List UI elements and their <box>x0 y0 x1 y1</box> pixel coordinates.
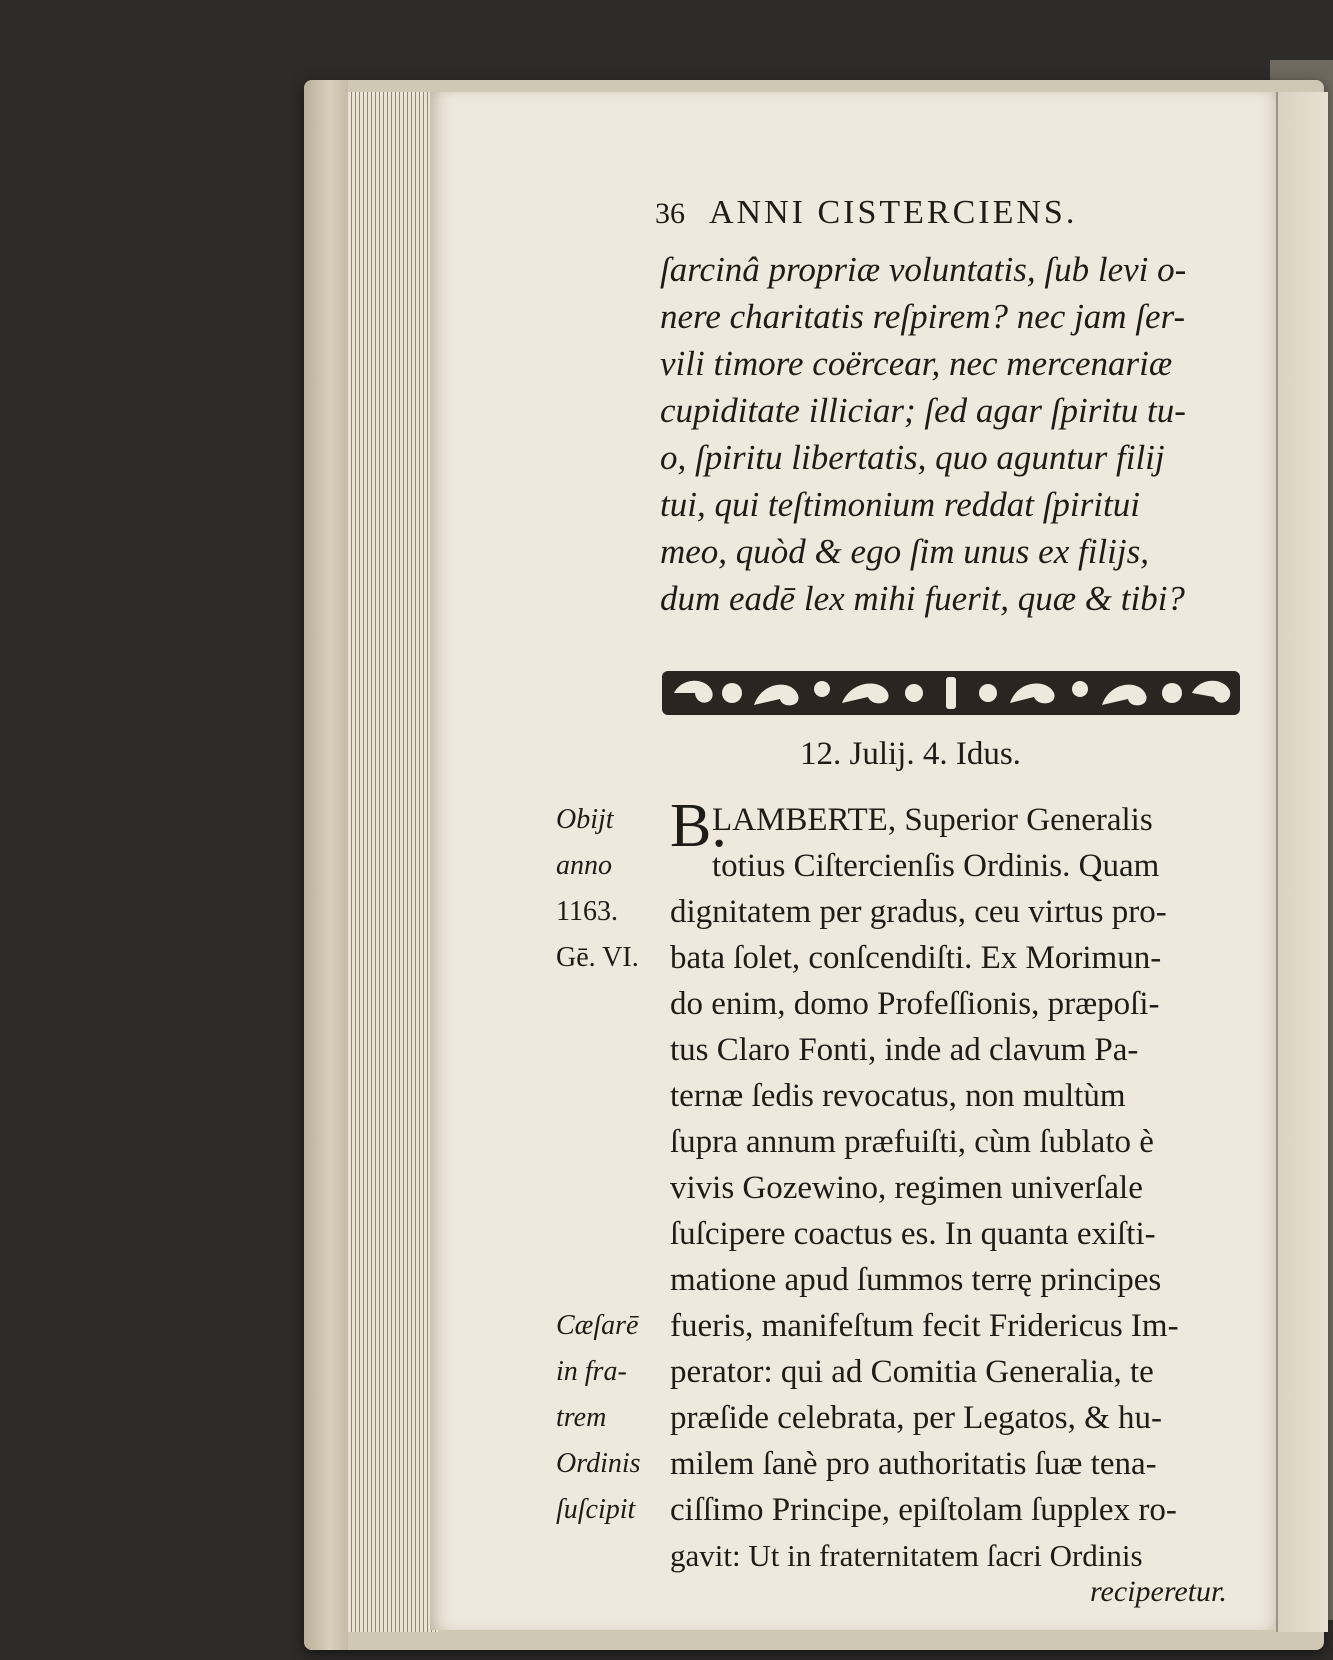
italic-line: ſarcinâ propriæ voluntatis, ſub levi o- <box>660 250 1187 289</box>
body-line: LAMBERTE, Superior Generalis <box>712 802 1153 838</box>
margin-note-line: trem <box>556 1402 607 1433</box>
italic-line: tui, qui teſtimonium reddat ſpiritui <box>660 485 1140 524</box>
body-line: præſide celebrata, per Legatos, & hu- <box>670 1400 1163 1436</box>
italic-line: nere charitatis reſpirem? nec jam ſer- <box>660 297 1186 336</box>
italic-line: o, ſpiritu libertatis, quo aguntur filij <box>660 438 1165 477</box>
body-line: tus Claro Fonti, inde ad clavum Pa- <box>670 1032 1139 1068</box>
date-heading: 12. Julij. 4. Idus. <box>800 736 1021 772</box>
ornamental-band <box>662 667 1240 719</box>
margin-note-line: Gē. VI. <box>556 942 639 973</box>
page-edges <box>348 92 438 1632</box>
body-line: ciſſimo Principe, epiſtolam ſupplex ro- <box>670 1492 1177 1528</box>
catchword: reciperetur. <box>1090 1575 1227 1608</box>
margin-note-line: 1163. <box>556 896 618 927</box>
drop-cap: B. <box>670 792 727 860</box>
margin-note-line: in fra- <box>556 1356 627 1387</box>
body-line: dignitatem per gradus, ceu virtus pro- <box>670 894 1167 930</box>
margin-note-line: Ordinis <box>556 1448 641 1479</box>
body-line: ſuſcipere coactus es. In quanta exiſti- <box>670 1216 1156 1252</box>
body-line: totius Ciſtercienſis Ordinis. Quam <box>712 848 1160 884</box>
body-line: ſupra annum præfuiſti, cùm ſublato è <box>670 1124 1154 1160</box>
margin-note-line: Obijt <box>556 804 614 835</box>
body-line: ternæ ſedis revocatus, non multùm <box>670 1078 1126 1114</box>
body-line: bata ſolet, conſcendiſti. Ex Morimun- <box>670 940 1162 976</box>
margin-note-line: Cæſarē <box>556 1310 639 1341</box>
next-page-edge <box>1276 92 1328 1632</box>
margin-note-line: ſuſcipit <box>556 1494 636 1525</box>
italic-line: dum eadē lex mihi fuerit, quæ & tibi? <box>660 579 1185 618</box>
running-header <box>655 194 1240 232</box>
margin-note-line: anno <box>556 850 612 881</box>
italic-line: cupiditate illiciar; ſed agar ſpiritu tu- <box>660 391 1186 430</box>
body-line: do enim, domo Profeſſionis, præpoſi- <box>670 986 1160 1022</box>
book-spine <box>304 80 348 1650</box>
body-line: fueris, manifeſtum fecit Fridericus Im- <box>670 1308 1179 1344</box>
body-line: milem ſanè pro authoritatis ſuæ tena- <box>670 1446 1157 1482</box>
body-line: gavit: Ut in fraternitatem ſacri Ordinis <box>670 1538 1143 1573</box>
body-line: matione apud ſummos terrę principes <box>670 1262 1162 1298</box>
italic-line: vili timore coërcear, nec mercenariæ <box>660 344 1173 383</box>
page-number: 36 <box>655 197 685 230</box>
body-line: perator: qui ad Comitia Generalia, te <box>670 1354 1154 1390</box>
body-line: vivis Gozewino, regimen univerſale <box>670 1170 1143 1206</box>
italic-line: meo, quòd & ego ſim unus ex filijs, <box>660 532 1149 571</box>
running-title: ANNI CISTERCIENS. <box>709 194 1078 231</box>
